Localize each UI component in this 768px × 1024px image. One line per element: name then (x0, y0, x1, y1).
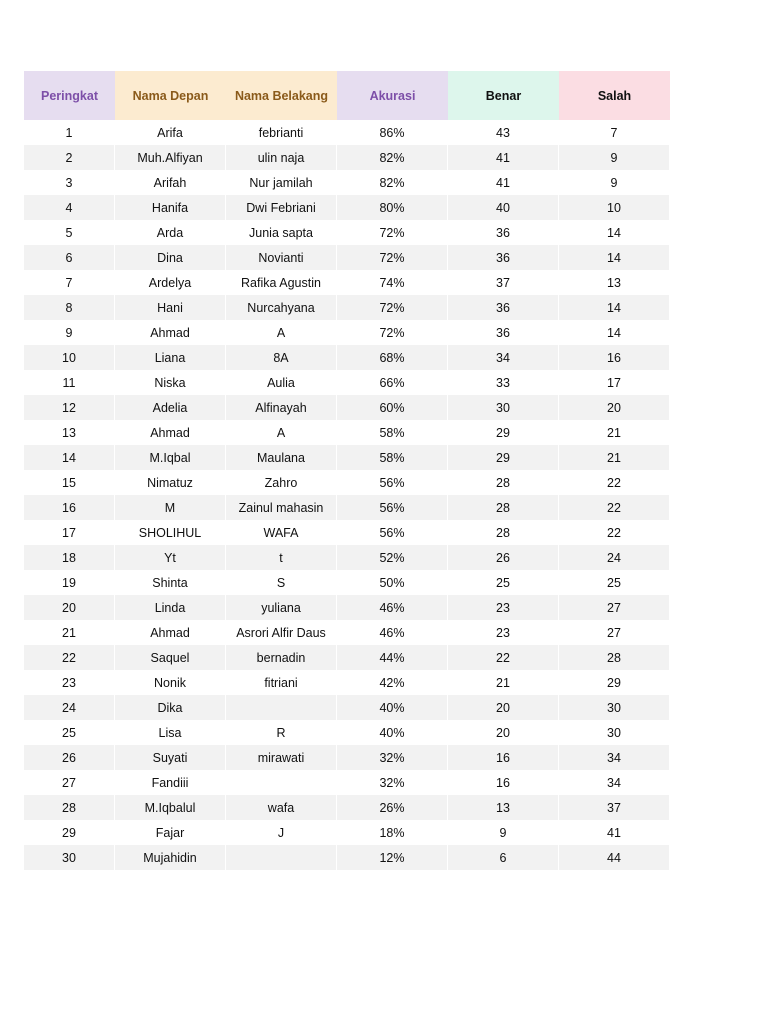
cell-benar: 36 (448, 220, 559, 245)
cell-benar: 21 (448, 670, 559, 695)
cell-nama-belakang: Nur jamilah (226, 170, 337, 195)
cell-salah: 44 (559, 845, 670, 870)
cell-peringkat: 8 (24, 295, 115, 320)
header-salah: Salah (559, 71, 670, 120)
cell-nama-depan: Liana (115, 345, 226, 370)
cell-nama-belakang: Nurcahyana (226, 295, 337, 320)
cell-akurasi: 46% (337, 595, 448, 620)
cell-akurasi: 74% (337, 270, 448, 295)
cell-benar: 29 (448, 420, 559, 445)
cell-nama-depan: Arda (115, 220, 226, 245)
cell-salah: 28 (559, 645, 670, 670)
cell-nama-belakang: febrianti (226, 120, 337, 145)
cell-peringkat: 7 (24, 270, 115, 295)
cell-peringkat: 27 (24, 770, 115, 795)
table-row (24, 545, 670, 570)
cell-akurasi: 72% (337, 245, 448, 270)
cell-benar: 28 (448, 520, 559, 545)
cell-nama-depan: Saquel (115, 645, 226, 670)
cell-salah: 34 (559, 745, 670, 770)
cell-nama-depan: Mujahidin (115, 845, 226, 870)
cell-nama-belakang: A (226, 320, 337, 345)
cell-benar: 23 (448, 620, 559, 645)
cell-benar: 20 (448, 720, 559, 745)
cell-nama-belakang: mirawati (226, 745, 337, 770)
cell-nama-belakang: Asrori Alfir Daus (226, 620, 337, 645)
cell-benar: 25 (448, 570, 559, 595)
cell-nama-depan: Ahmad (115, 620, 226, 645)
cell-peringkat: 6 (24, 245, 115, 270)
cell-salah: 14 (559, 245, 670, 270)
table-row (24, 770, 670, 795)
cell-nama-belakang: Zainul mahasin (226, 495, 337, 520)
cell-salah: 9 (559, 170, 670, 195)
cell-akurasi: 18% (337, 820, 448, 845)
cell-akurasi: 32% (337, 745, 448, 770)
cell-peringkat: 30 (24, 845, 115, 870)
cell-akurasi: 72% (337, 220, 448, 245)
cell-nama-belakang: S (226, 570, 337, 595)
cell-salah: 21 (559, 445, 670, 470)
cell-akurasi: 44% (337, 645, 448, 670)
table-row (24, 370, 670, 395)
table-row (24, 420, 670, 445)
cell-nama-belakang: WAFA (226, 520, 337, 545)
cell-peringkat: 11 (24, 370, 115, 395)
table-row (24, 620, 670, 645)
cell-benar: 28 (448, 495, 559, 520)
cell-nama-belakang: Novianti (226, 245, 337, 270)
cell-salah: 30 (559, 695, 670, 720)
cell-akurasi: 52% (337, 545, 448, 570)
header-nama-depan: Nama Depan (115, 71, 226, 120)
cell-peringkat: 4 (24, 195, 115, 220)
table-row (24, 570, 670, 595)
cell-salah: 37 (559, 795, 670, 820)
cell-nama-belakang: fitriani (226, 670, 337, 695)
cell-nama-depan: M (115, 495, 226, 520)
cell-benar: 41 (448, 145, 559, 170)
cell-peringkat: 5 (24, 220, 115, 245)
cell-peringkat: 24 (24, 695, 115, 720)
quizizz-logo (122, 906, 238, 950)
cell-nama-belakang: Zahro (226, 470, 337, 495)
cell-peringkat: 12 (24, 395, 115, 420)
table-row (24, 745, 670, 770)
cell-salah: 25 (559, 570, 670, 595)
cell-nama-depan: Hani (115, 295, 226, 320)
cell-nama-belakang: J (226, 820, 337, 845)
cell-akurasi: 58% (337, 445, 448, 470)
cell-nama-belakang: t (226, 545, 337, 570)
cell-nama-depan: Ahmad (115, 420, 226, 445)
table-row (24, 320, 670, 345)
cell-benar: 16 (448, 745, 559, 770)
cell-nama-depan: Shinta (115, 570, 226, 595)
results-table (24, 71, 670, 870)
cell-nama-depan: Dina (115, 245, 226, 270)
cell-benar: 37 (448, 270, 559, 295)
cell-salah: 14 (559, 295, 670, 320)
cell-salah: 9 (559, 145, 670, 170)
cell-benar: 13 (448, 795, 559, 820)
cell-akurasi: 56% (337, 495, 448, 520)
cell-nama-belakang: Aulia (226, 370, 337, 395)
cell-benar: 20 (448, 695, 559, 720)
cell-nama-depan: Hanifa (115, 195, 226, 220)
cell-salah: 17 (559, 370, 670, 395)
table-row (24, 720, 670, 745)
cell-peringkat: 21 (24, 620, 115, 645)
header-benar: Benar (448, 71, 559, 120)
cell-salah: 34 (559, 770, 670, 795)
cell-salah: 22 (559, 520, 670, 545)
cell-salah: 24 (559, 545, 670, 570)
table-row (24, 145, 670, 170)
cell-nama-depan: Arifah (115, 170, 226, 195)
cell-peringkat: 25 (24, 720, 115, 745)
cell-akurasi: 42% (337, 670, 448, 695)
cell-akurasi: 82% (337, 145, 448, 170)
table-row (24, 220, 670, 245)
cell-nama-depan: Nimatuz (115, 470, 226, 495)
cell-akurasi: 26% (337, 795, 448, 820)
cell-peringkat: 19 (24, 570, 115, 595)
cell-peringkat: 29 (24, 820, 115, 845)
cell-peringkat: 2 (24, 145, 115, 170)
cell-akurasi: 56% (337, 470, 448, 495)
table-row (24, 270, 670, 295)
cell-nama-depan: Linda (115, 595, 226, 620)
cell-benar: 36 (448, 295, 559, 320)
cell-nama-depan: Muh.Alfiyan (115, 145, 226, 170)
cell-akurasi: 82% (337, 170, 448, 195)
cell-akurasi: 32% (337, 770, 448, 795)
cell-peringkat: 28 (24, 795, 115, 820)
header-peringkat: Peringkat (24, 71, 115, 120)
cell-peringkat: 9 (24, 320, 115, 345)
table-row (24, 520, 670, 545)
cell-akurasi: 40% (337, 695, 448, 720)
cell-nama-belakang (226, 695, 337, 720)
cell-peringkat: 1 (24, 120, 115, 145)
cell-nama-belakang: A (226, 420, 337, 445)
cell-benar: 16 (448, 770, 559, 795)
cell-salah: 16 (559, 345, 670, 370)
header-akurasi: Akurasi (337, 71, 448, 120)
header-nama-belakang: Nama Belakang (226, 71, 337, 120)
table-row (24, 495, 670, 520)
cell-peringkat: 22 (24, 645, 115, 670)
cell-benar: 26 (448, 545, 559, 570)
cell-nama-depan: Yt (115, 545, 226, 570)
cell-peringkat: 20 (24, 595, 115, 620)
cell-nama-belakang: ulin naja (226, 145, 337, 170)
cell-benar: 41 (448, 170, 559, 195)
cell-nama-belakang: wafa (226, 795, 337, 820)
table-row (24, 645, 670, 670)
table-row (24, 170, 670, 195)
cell-akurasi: 50% (337, 570, 448, 595)
table-row (24, 445, 670, 470)
cell-akurasi: 68% (337, 345, 448, 370)
cell-akurasi: 12% (337, 845, 448, 870)
table-row (24, 195, 670, 220)
table-row (24, 845, 670, 870)
cell-nama-belakang: 8A (226, 345, 337, 370)
cell-benar: 29 (448, 445, 559, 470)
cell-nama-depan: Lisa (115, 720, 226, 745)
cell-benar: 40 (448, 195, 559, 220)
table-row (24, 670, 670, 695)
cell-benar: 36 (448, 320, 559, 345)
cell-akurasi: 56% (337, 520, 448, 545)
cell-salah: 29 (559, 670, 670, 695)
cell-benar: 36 (448, 245, 559, 270)
table-row (24, 820, 670, 845)
cell-salah: 13 (559, 270, 670, 295)
cell-peringkat: 18 (24, 545, 115, 570)
cell-nama-belakang: Rafika Agustin (226, 270, 337, 295)
table-row (24, 795, 670, 820)
cell-benar: 34 (448, 345, 559, 370)
cell-peringkat: 23 (24, 670, 115, 695)
cell-akurasi: 86% (337, 120, 448, 145)
cell-akurasi: 46% (337, 620, 448, 645)
cell-nama-depan: Dika (115, 695, 226, 720)
cell-salah: 30 (559, 720, 670, 745)
cell-nama-depan: Suyati (115, 745, 226, 770)
cell-salah: 14 (559, 320, 670, 345)
cell-nama-belakang (226, 845, 337, 870)
cell-benar: 22 (448, 645, 559, 670)
cell-peringkat: 17 (24, 520, 115, 545)
cell-nama-depan: Niska (115, 370, 226, 395)
cell-salah: 20 (559, 395, 670, 420)
cell-benar: 33 (448, 370, 559, 395)
cell-nama-depan: Ahmad (115, 320, 226, 345)
cell-akurasi: 72% (337, 295, 448, 320)
cell-nama-depan: M.Iqbal (115, 445, 226, 470)
cell-akurasi: 60% (337, 395, 448, 420)
cell-nama-belakang (226, 770, 337, 795)
table-body (24, 120, 670, 870)
cell-salah: 22 (559, 470, 670, 495)
cell-akurasi: 40% (337, 720, 448, 745)
cell-nama-depan: SHOLIHUL (115, 520, 226, 545)
cell-peringkat: 10 (24, 345, 115, 370)
cell-salah: 21 (559, 420, 670, 445)
table-row (24, 470, 670, 495)
cell-nama-belakang: Alfinayah (226, 395, 337, 420)
cell-peringkat: 13 (24, 420, 115, 445)
cell-peringkat: 14 (24, 445, 115, 470)
table-row (24, 395, 670, 420)
cell-nama-belakang: Dwi Febriani (226, 195, 337, 220)
cell-nama-depan: Fajar (115, 820, 226, 845)
cell-benar: 23 (448, 595, 559, 620)
cell-nama-belakang: R (226, 720, 337, 745)
cell-nama-belakang: Maulana (226, 445, 337, 470)
cell-nama-belakang: yuliana (226, 595, 337, 620)
cell-benar: 43 (448, 120, 559, 145)
cell-benar: 6 (448, 845, 559, 870)
cell-nama-depan: M.Iqbalul (115, 795, 226, 820)
cell-salah: 14 (559, 220, 670, 245)
cell-salah: 7 (559, 120, 670, 145)
cell-salah: 10 (559, 195, 670, 220)
cell-nama-belakang: Junia sapta (226, 220, 337, 245)
table-row (24, 245, 670, 270)
cell-benar: 9 (448, 820, 559, 845)
cell-nama-depan: Nonik (115, 670, 226, 695)
table-row (24, 345, 670, 370)
cell-akurasi: 66% (337, 370, 448, 395)
cell-akurasi: 80% (337, 195, 448, 220)
table-row (24, 595, 670, 620)
table-row (24, 295, 670, 320)
cell-benar: 28 (448, 470, 559, 495)
cell-nama-depan: Fandiii (115, 770, 226, 795)
cell-peringkat: 16 (24, 495, 115, 520)
cell-nama-depan: Ardelya (115, 270, 226, 295)
cell-akurasi: 72% (337, 320, 448, 345)
cell-akurasi: 58% (337, 420, 448, 445)
cell-nama-belakang: bernadin (226, 645, 337, 670)
table-header (24, 71, 670, 120)
cell-peringkat: 15 (24, 470, 115, 495)
cell-peringkat: 26 (24, 745, 115, 770)
cell-nama-depan: Arifa (115, 120, 226, 145)
table-row (24, 695, 670, 720)
cell-peringkat: 3 (24, 170, 115, 195)
cell-salah: 27 (559, 620, 670, 645)
cell-benar: 30 (448, 395, 559, 420)
cell-salah: 27 (559, 595, 670, 620)
cell-salah: 41 (559, 820, 670, 845)
table-row (24, 120, 670, 145)
cell-nama-depan: Adelia (115, 395, 226, 420)
cell-salah: 22 (559, 495, 670, 520)
